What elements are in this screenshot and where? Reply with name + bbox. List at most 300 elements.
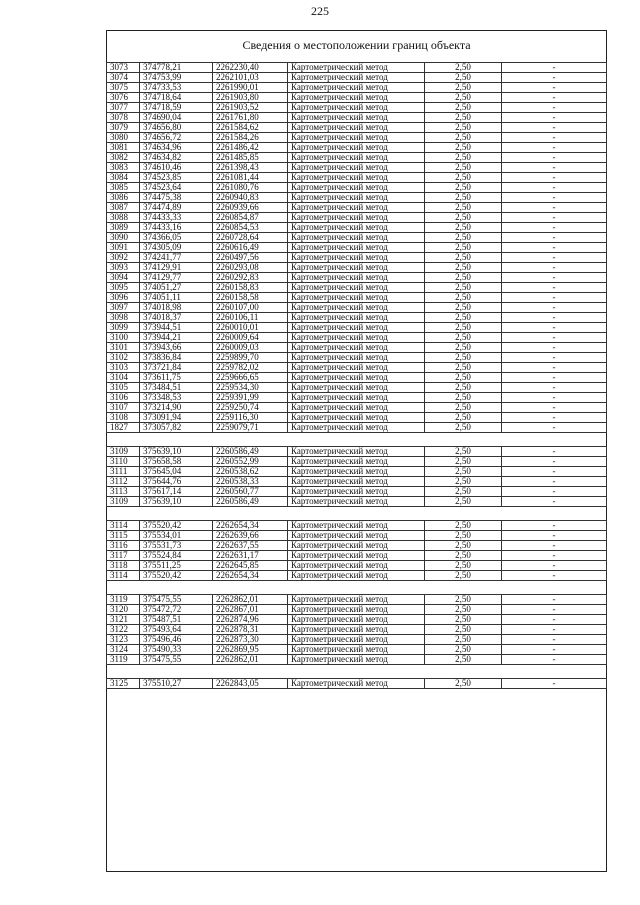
note-cell: -	[502, 173, 607, 183]
x-coordinate-cell: 374634,96	[140, 143, 213, 153]
table-row	[107, 193, 607, 203]
method-cell: Картометрический метод	[288, 605, 425, 615]
precision-cell: 2,50	[425, 253, 502, 263]
method-cell: Картометрический метод	[288, 133, 425, 143]
method-cell: Картометрический метод	[288, 423, 425, 433]
table-row	[107, 353, 607, 363]
method-cell: Картометрический метод	[288, 373, 425, 383]
point-number-cell: 3113	[107, 487, 140, 497]
y-coordinate-cell: 2259899,70	[213, 353, 288, 363]
x-coordinate-cell: 374305,09	[140, 243, 213, 253]
y-coordinate-cell: 2260009,03	[213, 343, 288, 353]
note-cell: -	[502, 103, 607, 113]
note-cell: -	[502, 467, 607, 477]
precision-cell: 2,50	[425, 113, 502, 123]
precision-cell: 2,50	[425, 63, 502, 73]
method-cell: Картометрический метод	[288, 457, 425, 467]
x-coordinate-cell: 374690,04	[140, 113, 213, 123]
note-cell: -	[502, 477, 607, 487]
x-coordinate-cell: 375645,04	[140, 467, 213, 477]
x-coordinate-cell: 374733,53	[140, 83, 213, 93]
note-cell: -	[502, 333, 607, 343]
precision-cell: 2,50	[425, 383, 502, 393]
x-coordinate-cell: 373944,51	[140, 323, 213, 333]
x-coordinate-cell: 374753,99	[140, 73, 213, 83]
method-cell: Картометрический метод	[288, 497, 425, 507]
x-coordinate-cell: 373836,84	[140, 353, 213, 363]
method-cell: Картометрический метод	[288, 203, 425, 213]
note-cell: -	[502, 541, 607, 551]
precision-cell: 2,50	[425, 497, 502, 507]
x-coordinate-cell: 375472,72	[140, 605, 213, 615]
point-number-cell: 3119	[107, 655, 140, 665]
point-number-cell: 3119	[107, 595, 140, 605]
method-cell: Картометрический метод	[288, 163, 425, 173]
table-row	[107, 615, 607, 625]
precision-cell: 2,50	[425, 173, 502, 183]
note-cell: -	[502, 283, 607, 293]
y-coordinate-cell: 2261485,85	[213, 153, 288, 163]
method-cell: Картометрический метод	[288, 283, 425, 293]
precision-cell: 2,50	[425, 353, 502, 363]
point-number-cell: 3111	[107, 467, 140, 477]
precision-cell: 2,50	[425, 293, 502, 303]
method-cell: Картометрический метод	[288, 403, 425, 413]
note-cell: -	[502, 413, 607, 423]
table-row	[107, 403, 607, 413]
y-coordinate-cell: 2260292,83	[213, 273, 288, 283]
note-cell: -	[502, 615, 607, 625]
note-cell: -	[502, 531, 607, 541]
method-cell: Картометрический метод	[288, 63, 425, 73]
table-row	[107, 113, 607, 123]
x-coordinate-cell: 373721,84	[140, 363, 213, 373]
x-coordinate-cell: 374523,64	[140, 183, 213, 193]
table-row	[107, 273, 607, 283]
page-title: Сведения о местоположении границ объекта	[242, 38, 471, 52]
table-row	[107, 93, 607, 103]
point-number-cell: 3095	[107, 283, 140, 293]
note-cell: -	[502, 645, 607, 655]
separator-cell	[107, 581, 607, 595]
point-number-cell: 3115	[107, 531, 140, 541]
table-row	[107, 213, 607, 223]
point-number-cell: 3098	[107, 313, 140, 323]
y-coordinate-cell: 2259666,65	[213, 373, 288, 383]
point-number-cell: 3122	[107, 625, 140, 635]
x-coordinate-cell: 374656,72	[140, 133, 213, 143]
precision-cell: 2,50	[425, 457, 502, 467]
y-coordinate-cell: 2262645,85	[213, 561, 288, 571]
y-coordinate-cell: 2260728,64	[213, 233, 288, 243]
x-coordinate-cell: 375510,27	[140, 679, 213, 689]
point-number-cell: 3087	[107, 203, 140, 213]
point-number-cell: 3121	[107, 615, 140, 625]
x-coordinate-cell: 374475,38	[140, 193, 213, 203]
y-coordinate-cell: 2262230,40	[213, 63, 288, 73]
point-number-cell: 3120	[107, 605, 140, 615]
note-cell: -	[502, 123, 607, 133]
method-cell: Картометрический метод	[288, 477, 425, 487]
precision-cell: 2,50	[425, 223, 502, 233]
table-row	[107, 73, 607, 83]
precision-cell: 2,50	[425, 571, 502, 581]
contour-separator-row	[107, 581, 607, 595]
table-row	[107, 173, 607, 183]
y-coordinate-cell: 2261761,80	[213, 113, 288, 123]
table-row	[107, 561, 607, 571]
note-cell: -	[502, 561, 607, 571]
table-row	[107, 233, 607, 243]
point-number-cell: 3093	[107, 263, 140, 273]
table-row	[107, 363, 607, 373]
contour-separator-row	[107, 433, 607, 447]
table-row	[107, 655, 607, 665]
y-coordinate-cell: 2261081,44	[213, 173, 288, 183]
precision-cell: 2,50	[425, 423, 502, 433]
table-row	[107, 383, 607, 393]
x-coordinate-cell: 373944,21	[140, 333, 213, 343]
note-cell: -	[502, 63, 607, 73]
method-cell: Картометрический метод	[288, 183, 425, 193]
point-number-cell: 3102	[107, 353, 140, 363]
table-row	[107, 521, 607, 531]
precision-cell: 2,50	[425, 183, 502, 193]
precision-cell: 2,50	[425, 273, 502, 283]
point-number-cell: 3104	[107, 373, 140, 383]
x-coordinate-cell: 373943,66	[140, 343, 213, 353]
table-row	[107, 203, 607, 213]
note-cell: -	[502, 193, 607, 203]
table-row	[107, 133, 607, 143]
table-row	[107, 253, 607, 263]
y-coordinate-cell: 2260107,00	[213, 303, 288, 313]
point-number-cell: 3094	[107, 273, 140, 283]
point-number-cell: 3110	[107, 457, 140, 467]
x-coordinate-cell: 374241,77	[140, 253, 213, 263]
note-cell: -	[502, 223, 607, 233]
y-coordinate-cell: 2260293,08	[213, 263, 288, 273]
y-coordinate-cell: 2262843,05	[213, 679, 288, 689]
note-cell: -	[502, 313, 607, 323]
y-coordinate-cell: 2260854,87	[213, 213, 288, 223]
method-cell: Картометрический метод	[288, 123, 425, 133]
table-row	[107, 333, 607, 343]
separator-cell	[107, 433, 607, 447]
point-number-cell: 3123	[107, 635, 140, 645]
page-number: 225	[311, 4, 329, 18]
x-coordinate-cell: 375520,42	[140, 521, 213, 531]
precision-cell: 2,50	[425, 303, 502, 313]
note-cell: -	[502, 143, 607, 153]
x-coordinate-cell: 374433,16	[140, 223, 213, 233]
table-row	[107, 595, 607, 605]
x-coordinate-cell: 375639,10	[140, 497, 213, 507]
precision-cell: 2,50	[425, 521, 502, 531]
x-coordinate-cell: 373484,51	[140, 383, 213, 393]
note-cell: -	[502, 605, 607, 615]
x-coordinate-cell: 373057,82	[140, 423, 213, 433]
note-cell: -	[502, 93, 607, 103]
y-coordinate-cell: 2261990,01	[213, 83, 288, 93]
y-coordinate-cell: 2262873,30	[213, 635, 288, 645]
method-cell: Картометрический метод	[288, 625, 425, 635]
method-cell: Картометрический метод	[288, 447, 425, 457]
x-coordinate-cell: 374634,82	[140, 153, 213, 163]
precision-cell: 2,50	[425, 635, 502, 645]
point-number-cell: 3114	[107, 521, 140, 531]
y-coordinate-cell: 2260939,66	[213, 203, 288, 213]
point-number-cell: 3076	[107, 93, 140, 103]
x-coordinate-cell: 374718,59	[140, 103, 213, 113]
y-coordinate-cell: 2260158,83	[213, 283, 288, 293]
note-cell: -	[502, 303, 607, 313]
method-cell: Картометрический метод	[288, 153, 425, 163]
method-cell: Картометрический метод	[288, 383, 425, 393]
table-row	[107, 551, 607, 561]
method-cell: Картометрический метод	[288, 243, 425, 253]
method-cell: Картометрический метод	[288, 551, 425, 561]
method-cell: Картометрический метод	[288, 233, 425, 243]
method-cell: Картометрический метод	[288, 143, 425, 153]
table-row	[107, 263, 607, 273]
y-coordinate-cell: 2262874,96	[213, 615, 288, 625]
precision-cell: 2,50	[425, 213, 502, 223]
table-row	[107, 571, 607, 581]
x-coordinate-cell: 375658,58	[140, 457, 213, 467]
point-number-cell: 3099	[107, 323, 140, 333]
x-coordinate-cell: 375496,46	[140, 635, 213, 645]
note-cell: -	[502, 153, 607, 163]
precision-cell: 2,50	[425, 343, 502, 353]
precision-cell: 2,50	[425, 615, 502, 625]
x-coordinate-cell: 375644,76	[140, 477, 213, 487]
x-coordinate-cell: 375511,25	[140, 561, 213, 571]
note-cell: -	[502, 273, 607, 283]
note-cell: -	[502, 497, 607, 507]
point-number-cell: 3078	[107, 113, 140, 123]
method-cell: Картометрический метод	[288, 645, 425, 655]
table-row	[107, 123, 607, 133]
note-cell: -	[502, 595, 607, 605]
table-row	[107, 467, 607, 477]
y-coordinate-cell: 2260560,77	[213, 487, 288, 497]
method-cell: Картометрический метод	[288, 487, 425, 497]
note-cell: -	[502, 487, 607, 497]
table-row	[107, 413, 607, 423]
point-number-cell: 3081	[107, 143, 140, 153]
note-cell: -	[502, 233, 607, 243]
method-cell: Картометрический метод	[288, 635, 425, 645]
note-cell: -	[502, 353, 607, 363]
table-row	[107, 497, 607, 507]
y-coordinate-cell: 2262637,55	[213, 541, 288, 551]
x-coordinate-cell: 373214,90	[140, 403, 213, 413]
point-number-cell: 3086	[107, 193, 140, 203]
point-number-cell: 3089	[107, 223, 140, 233]
y-coordinate-cell: 2262101,03	[213, 73, 288, 83]
note-cell: -	[502, 73, 607, 83]
x-coordinate-cell: 374718,64	[140, 93, 213, 103]
x-coordinate-cell: 373348,53	[140, 393, 213, 403]
table-row	[107, 243, 607, 253]
note-cell: -	[502, 213, 607, 223]
x-coordinate-cell: 374051,11	[140, 293, 213, 303]
point-number-cell: 3103	[107, 363, 140, 373]
x-coordinate-cell: 375487,51	[140, 615, 213, 625]
point-number-cell: 3109	[107, 447, 140, 457]
note-cell: -	[502, 383, 607, 393]
precision-cell: 2,50	[425, 477, 502, 487]
x-coordinate-cell: 373611,75	[140, 373, 213, 383]
point-number-cell: 3109	[107, 497, 140, 507]
x-coordinate-cell: 374474,89	[140, 203, 213, 213]
note-cell: -	[502, 113, 607, 123]
x-coordinate-cell: 374523,85	[140, 173, 213, 183]
precision-cell: 2,50	[425, 625, 502, 635]
x-coordinate-cell: 375531,73	[140, 541, 213, 551]
method-cell: Картометрический метод	[288, 655, 425, 665]
precision-cell: 2,50	[425, 103, 502, 113]
y-coordinate-cell: 2260010,01	[213, 323, 288, 333]
method-cell: Картометрический метод	[288, 113, 425, 123]
table-row	[107, 293, 607, 303]
precision-cell: 2,50	[425, 541, 502, 551]
table-row	[107, 283, 607, 293]
precision-cell: 2,50	[425, 393, 502, 403]
x-coordinate-cell: 375520,42	[140, 571, 213, 581]
point-number-cell: 3105	[107, 383, 140, 393]
method-cell: Картометрический метод	[288, 679, 425, 689]
precision-cell: 2,50	[425, 467, 502, 477]
note-cell: -	[502, 625, 607, 635]
method-cell: Картометрический метод	[288, 293, 425, 303]
method-cell: Картометрический метод	[288, 393, 425, 403]
point-number-cell: 3090	[107, 233, 140, 243]
point-number-cell: 1827	[107, 423, 140, 433]
x-coordinate-cell: 374051,27	[140, 283, 213, 293]
method-cell: Картометрический метод	[288, 223, 425, 233]
x-coordinate-cell: 375639,10	[140, 447, 213, 457]
y-coordinate-cell: 2261080,76	[213, 183, 288, 193]
point-number-cell: 3096	[107, 293, 140, 303]
precision-cell: 2,50	[425, 413, 502, 423]
precision-cell: 2,50	[425, 193, 502, 203]
x-coordinate-cell: 374656,80	[140, 123, 213, 133]
table-row	[107, 477, 607, 487]
method-cell: Картометрический метод	[288, 273, 425, 283]
y-coordinate-cell: 2259250,74	[213, 403, 288, 413]
table-row	[107, 423, 607, 433]
table-row	[107, 447, 607, 457]
y-coordinate-cell: 2262867,01	[213, 605, 288, 615]
y-coordinate-cell: 2261398,43	[213, 163, 288, 173]
table-row	[107, 645, 607, 655]
point-number-cell: 3100	[107, 333, 140, 343]
precision-cell: 2,50	[425, 447, 502, 457]
table-row	[107, 303, 607, 313]
y-coordinate-cell: 2262654,34	[213, 521, 288, 531]
table-row	[107, 143, 607, 153]
method-cell: Картометрический метод	[288, 333, 425, 343]
point-number-cell: 3074	[107, 73, 140, 83]
table-row	[107, 223, 607, 233]
point-number-cell: 3080	[107, 133, 140, 143]
table-row	[107, 183, 607, 193]
table-row	[107, 373, 607, 383]
y-coordinate-cell: 2260586,49	[213, 497, 288, 507]
precision-cell: 2,50	[425, 203, 502, 213]
method-cell: Картометрический метод	[288, 193, 425, 203]
point-number-cell: 3077	[107, 103, 140, 113]
method-cell: Картометрический метод	[288, 303, 425, 313]
method-cell: Картометрический метод	[288, 73, 425, 83]
precision-cell: 2,50	[425, 333, 502, 343]
coordinates-table-body	[107, 63, 607, 689]
x-coordinate-cell: 375524,84	[140, 551, 213, 561]
table-row	[107, 63, 607, 73]
note-cell: -	[502, 133, 607, 143]
method-cell: Картометрический метод	[288, 531, 425, 541]
precision-cell: 2,50	[425, 313, 502, 323]
y-coordinate-cell: 2261584,26	[213, 133, 288, 143]
y-coordinate-cell: 2260940,83	[213, 193, 288, 203]
x-coordinate-cell: 373091,94	[140, 413, 213, 423]
point-number-cell: 3124	[107, 645, 140, 655]
y-coordinate-cell: 2261584,62	[213, 123, 288, 133]
note-cell: -	[502, 457, 607, 467]
precision-cell: 2,50	[425, 143, 502, 153]
y-coordinate-cell: 2260538,33	[213, 477, 288, 487]
precision-cell: 2,50	[425, 323, 502, 333]
note-cell: -	[502, 83, 607, 93]
y-coordinate-cell: 2260616,49	[213, 243, 288, 253]
separator-cell	[107, 507, 607, 521]
note-cell: -	[502, 635, 607, 645]
x-coordinate-cell: 375617,14	[140, 487, 213, 497]
contour-separator-row	[107, 665, 607, 679]
point-number-cell: 3112	[107, 477, 140, 487]
table-row	[107, 605, 607, 615]
point-number-cell: 3083	[107, 163, 140, 173]
y-coordinate-cell: 2260552,99	[213, 457, 288, 467]
y-coordinate-cell: 2259079,71	[213, 423, 288, 433]
point-number-cell: 3097	[107, 303, 140, 313]
table-row	[107, 163, 607, 173]
note-cell: -	[502, 253, 607, 263]
method-cell: Картометрический метод	[288, 541, 425, 551]
note-cell: -	[502, 263, 607, 273]
point-number-cell: 3082	[107, 153, 140, 163]
method-cell: Картометрический метод	[288, 615, 425, 625]
table-row	[107, 153, 607, 163]
precision-cell: 2,50	[425, 655, 502, 665]
point-number-cell: 3091	[107, 243, 140, 253]
y-coordinate-cell: 2261903,80	[213, 93, 288, 103]
table-row	[107, 679, 607, 689]
point-number-cell: 3079	[107, 123, 140, 133]
note-cell: -	[502, 447, 607, 457]
table-row	[107, 541, 607, 551]
note-cell: -	[502, 183, 607, 193]
note-cell: -	[502, 551, 607, 561]
point-number-cell: 3088	[107, 213, 140, 223]
method-cell: Картометрический метод	[288, 353, 425, 363]
precision-cell: 2,50	[425, 487, 502, 497]
method-cell: Картометрический метод	[288, 595, 425, 605]
point-number-cell: 3118	[107, 561, 140, 571]
x-coordinate-cell: 375475,55	[140, 655, 213, 665]
